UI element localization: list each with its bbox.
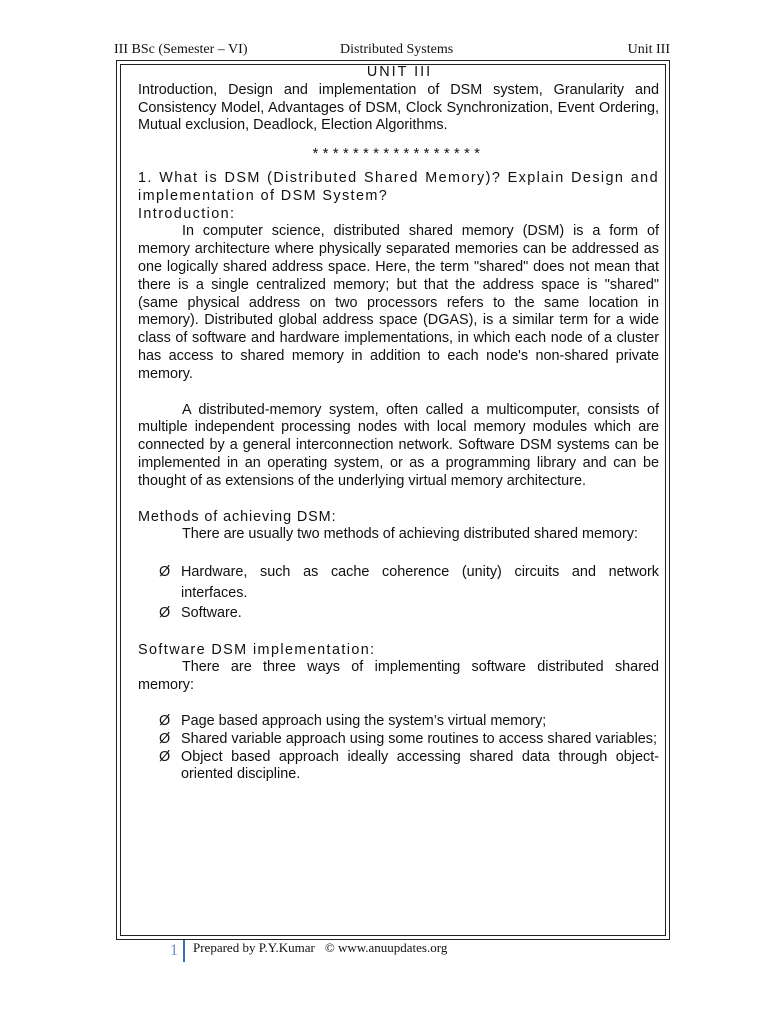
header-subject: Distributed Systems bbox=[340, 42, 454, 57]
intro-paragraph-1: In computer science, distributed shared memory (DSM) is a form of memory architecture where physically separated memories can be addressed as one logically shared address space. Here, the term "shared" does not mean that there is a single centralized memory; but that the address space is "shared" (same physical address on two processors refers to the same location in memory). Distributed global address space (DGAS), is a similar term for a wide class of software and hardware implementations, in which each node of a cluster has access to shared memory in addition to each node's non-shared private memory. bbox=[138, 223, 659, 382]
methods-intro: There are usually two methods of achieving distributed shared memory: bbox=[182, 526, 638, 543]
bullet-icon: Ø bbox=[159, 713, 171, 730]
unit-title: UNIT III bbox=[366, 64, 433, 80]
bullet-icon: Ø bbox=[159, 730, 171, 747]
methods-heading: Methods of achieving DSM: bbox=[138, 508, 337, 525]
list-item bbox=[138, 603, 659, 624]
list-item-text: Object based approach ideally accessing shared data through object-oriented discipline. bbox=[181, 748, 659, 783]
header-unit: Unit III bbox=[627, 42, 670, 57]
prepared-by: Prepared by P.Y.Kumar bbox=[193, 940, 315, 955]
intro-paragraph-2: A distributed-memory system, often called a multicomputer, consists of multiple independent processing nodes with local memory modules which are connected by a general interconnection network. Software DSM systems can be implemented in an operating system, or as a programming library and can be thought of as extensions of the underlying virtual memory architecture. bbox=[138, 401, 659, 489]
software-heading: Software DSM implementation: bbox=[138, 641, 376, 658]
list-item bbox=[138, 562, 659, 603]
footer-credit bbox=[193, 940, 447, 956]
separator-stars: ***************** bbox=[312, 146, 485, 163]
footer-divider bbox=[183, 940, 185, 962]
list-item bbox=[138, 749, 659, 785]
page-header bbox=[114, 42, 670, 60]
question-heading: 1. What is DSM (Distributed Shared Memory)? Explain Design and implementation of DSM System? bbox=[138, 169, 659, 204]
header-course: III BSc (Semester – VI) bbox=[114, 42, 248, 57]
software-list bbox=[138, 713, 659, 784]
list-item-text: Shared variable approach using some routines to access shared variables; bbox=[181, 730, 657, 747]
page-content bbox=[138, 64, 659, 784]
bullet-icon: Ø bbox=[159, 748, 171, 765]
methods-list bbox=[138, 562, 659, 624]
intro-heading: Introduction: bbox=[138, 205, 236, 222]
bullet-icon: Ø bbox=[159, 564, 171, 581]
syllabus-text: Introduction, Design and implementation of DSM system, Granularity and Consistency Model, Advantages of DSM, Clock Synchronization, Event Ordering, Mutual exclusion, Deadlock, Election Algorithms. bbox=[138, 81, 659, 134]
copyright-link: © www.anuupdates.org bbox=[324, 940, 448, 955]
software-intro: There are three ways of implementing software distributed shared memory: bbox=[138, 659, 659, 694]
list-item bbox=[138, 713, 659, 731]
list-item-text: Software. bbox=[181, 605, 242, 622]
list-item-text: Page based approach using the system’s virtual memory; bbox=[181, 713, 547, 730]
list-item-text: Hardware, such as cache coherence (unity) circuits and network interfaces. bbox=[181, 564, 659, 601]
list-item bbox=[138, 731, 659, 749]
bullet-icon: Ø bbox=[159, 605, 171, 622]
page-number: 1 bbox=[170, 942, 178, 959]
